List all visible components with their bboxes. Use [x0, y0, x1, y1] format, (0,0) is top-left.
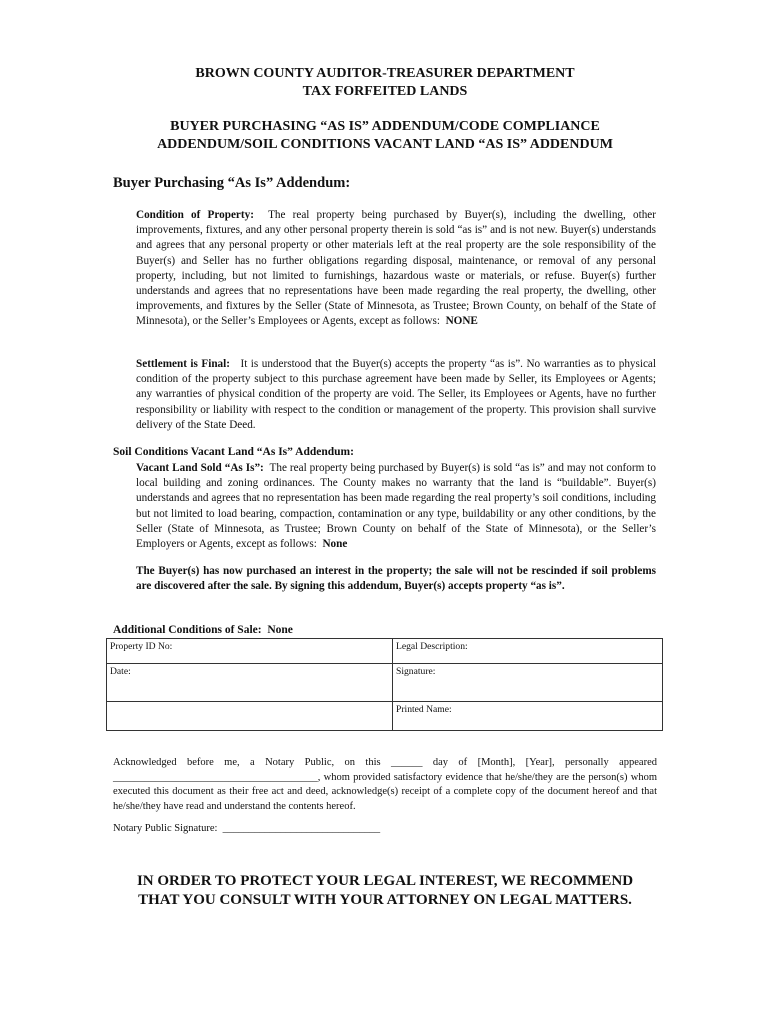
condition-label: Condition of Property: [136, 209, 254, 221]
notary-signature-label: Notary Public Signature: [113, 823, 218, 834]
settlement-text: It is understood that the Buyer(s) accepts the property “as is”. No warranties as to physical condition of the property subject to this purchase agreement have been made by Seller, its Employees or Agents; any warranties of physical condition of the property are void. The Seller, its Employees or Agents, have no further responsibility or liability with respect to the condition or management of the property. This provision shall survive delivery of the State Deed. [136, 358, 657, 431]
department-header [0, 65, 770, 101]
additional-conditions-label: Additional Conditions of Sale: [113, 624, 262, 636]
footer-line-1: IN ORDER TO PROTECT YOUR LEGAL INTEREST, WE RECOMMEND [136, 873, 634, 889]
vacant-label: Vacant Land Sold “As Is”: [136, 462, 264, 474]
legal-description-field[interactable]: Legal Description: [393, 639, 663, 664]
legal-advice-footer [0, 872, 770, 910]
buyer-section-heading: Buyer Purchasing “As Is” Addendum: [113, 175, 351, 191]
document-title-line-2: ADDENDUM/SOIL CONDITIONS VACANT LAND “AS IS” ADDENDUM [157, 137, 613, 152]
condition-exception: NONE [445, 315, 478, 328]
department-subtitle: TAX FORFEITED LANDS [302, 84, 468, 99]
footer-line-2: THAT YOU CONSULT WITH YOUR ATTORNEY ON LEGAL MATTERS. [138, 892, 632, 908]
notary-signature-line[interactable]: ______________________________ [222, 823, 381, 834]
vacant-land-paragraph [136, 461, 656, 552]
printed-name-field[interactable]: Printed Name: [393, 702, 663, 731]
document-title [0, 118, 770, 154]
condition-text: The real property being purchased by Buyer(s), including the dwelling, other improvements, fixtures, and any other personal property therein is sold “as is” and is not new. Buyer(s) understands and agrees that any personal property or other materials left at the real property are the sole responsibility of the Buyer(s) and Seller has no further obligations regarding disposal, maintenance, or removal of any personal property, including, but not limited to furnishings, hazardous waste or materials, or refuse. Buyer(s) further understands and agrees that no representations have been made regarding the real property, the dwelling, other improvements, and fixtures by the Seller (State of Minnesota, as Trustee; Brown County, on behalf of the State of Minnesota), or the Seller’s Employees or Agents, except as follows: [136, 209, 656, 328]
settlement-paragraph [136, 357, 656, 433]
department-name: BROWN COUNTY AUDITOR-TREASURER DEPARTMENT [195, 66, 575, 81]
soil-section-heading: Soil Conditions Vacant Land “As Is” Addendum: [113, 446, 354, 458]
property-id-field[interactable]: Property ID No: [107, 639, 393, 664]
signature-form-table [106, 638, 663, 731]
empty-cell [107, 702, 393, 731]
date-field[interactable]: Date: [107, 664, 393, 702]
notary-acknowledgement: Acknowledged before me, a Notary Public, on this ______ day of [Month], [Year], personally appeared _______________________________________, whom provided satisfactory evidence that he/she/they are the person(s) whom executed this document as their free act and deed, acknowledge(s) receipt of a complete copy of the document hereof and that he/she/they have read and understand the contents hereof. [113, 757, 657, 812]
signature-field[interactable]: Signature: [393, 664, 663, 702]
condition-of-property-paragraph [136, 208, 656, 330]
vacant-text: The real property being purchased by Buyer(s) is sold “as is” and may not conform to local building and zoning ordinances. The County makes no warranty that the land is “buildable”. Buyer(s) understands and agrees that no representation has been made regarding the real property’s soil conditions, including but not limited to load bearing, compaction, contamination or any type, buildability or any other conditions, by the Seller (State of Minnesota, as Trustee; Brown County on behalf of the State of Minnesota), or the Seller’s Employers or Agents, except as follows: [136, 462, 656, 551]
additional-conditions-value: None [267, 624, 293, 636]
document-title-line-1: BUYER PURCHASING “AS IS” ADDENDUM/CODE COMPLIANCE [170, 119, 600, 134]
additional-conditions [113, 624, 293, 636]
notary-signature-row [113, 822, 657, 837]
rescind-statement: The Buyer(s) has now purchased an interest in the property; the sale will not be rescinded if soil problems are discovered after the sale. By signing this addendum, Buyer(s) accepts property “as is”. [136, 565, 656, 593]
vacant-exception: None [322, 538, 348, 551]
settlement-label: Settlement is Final: [136, 358, 230, 370]
